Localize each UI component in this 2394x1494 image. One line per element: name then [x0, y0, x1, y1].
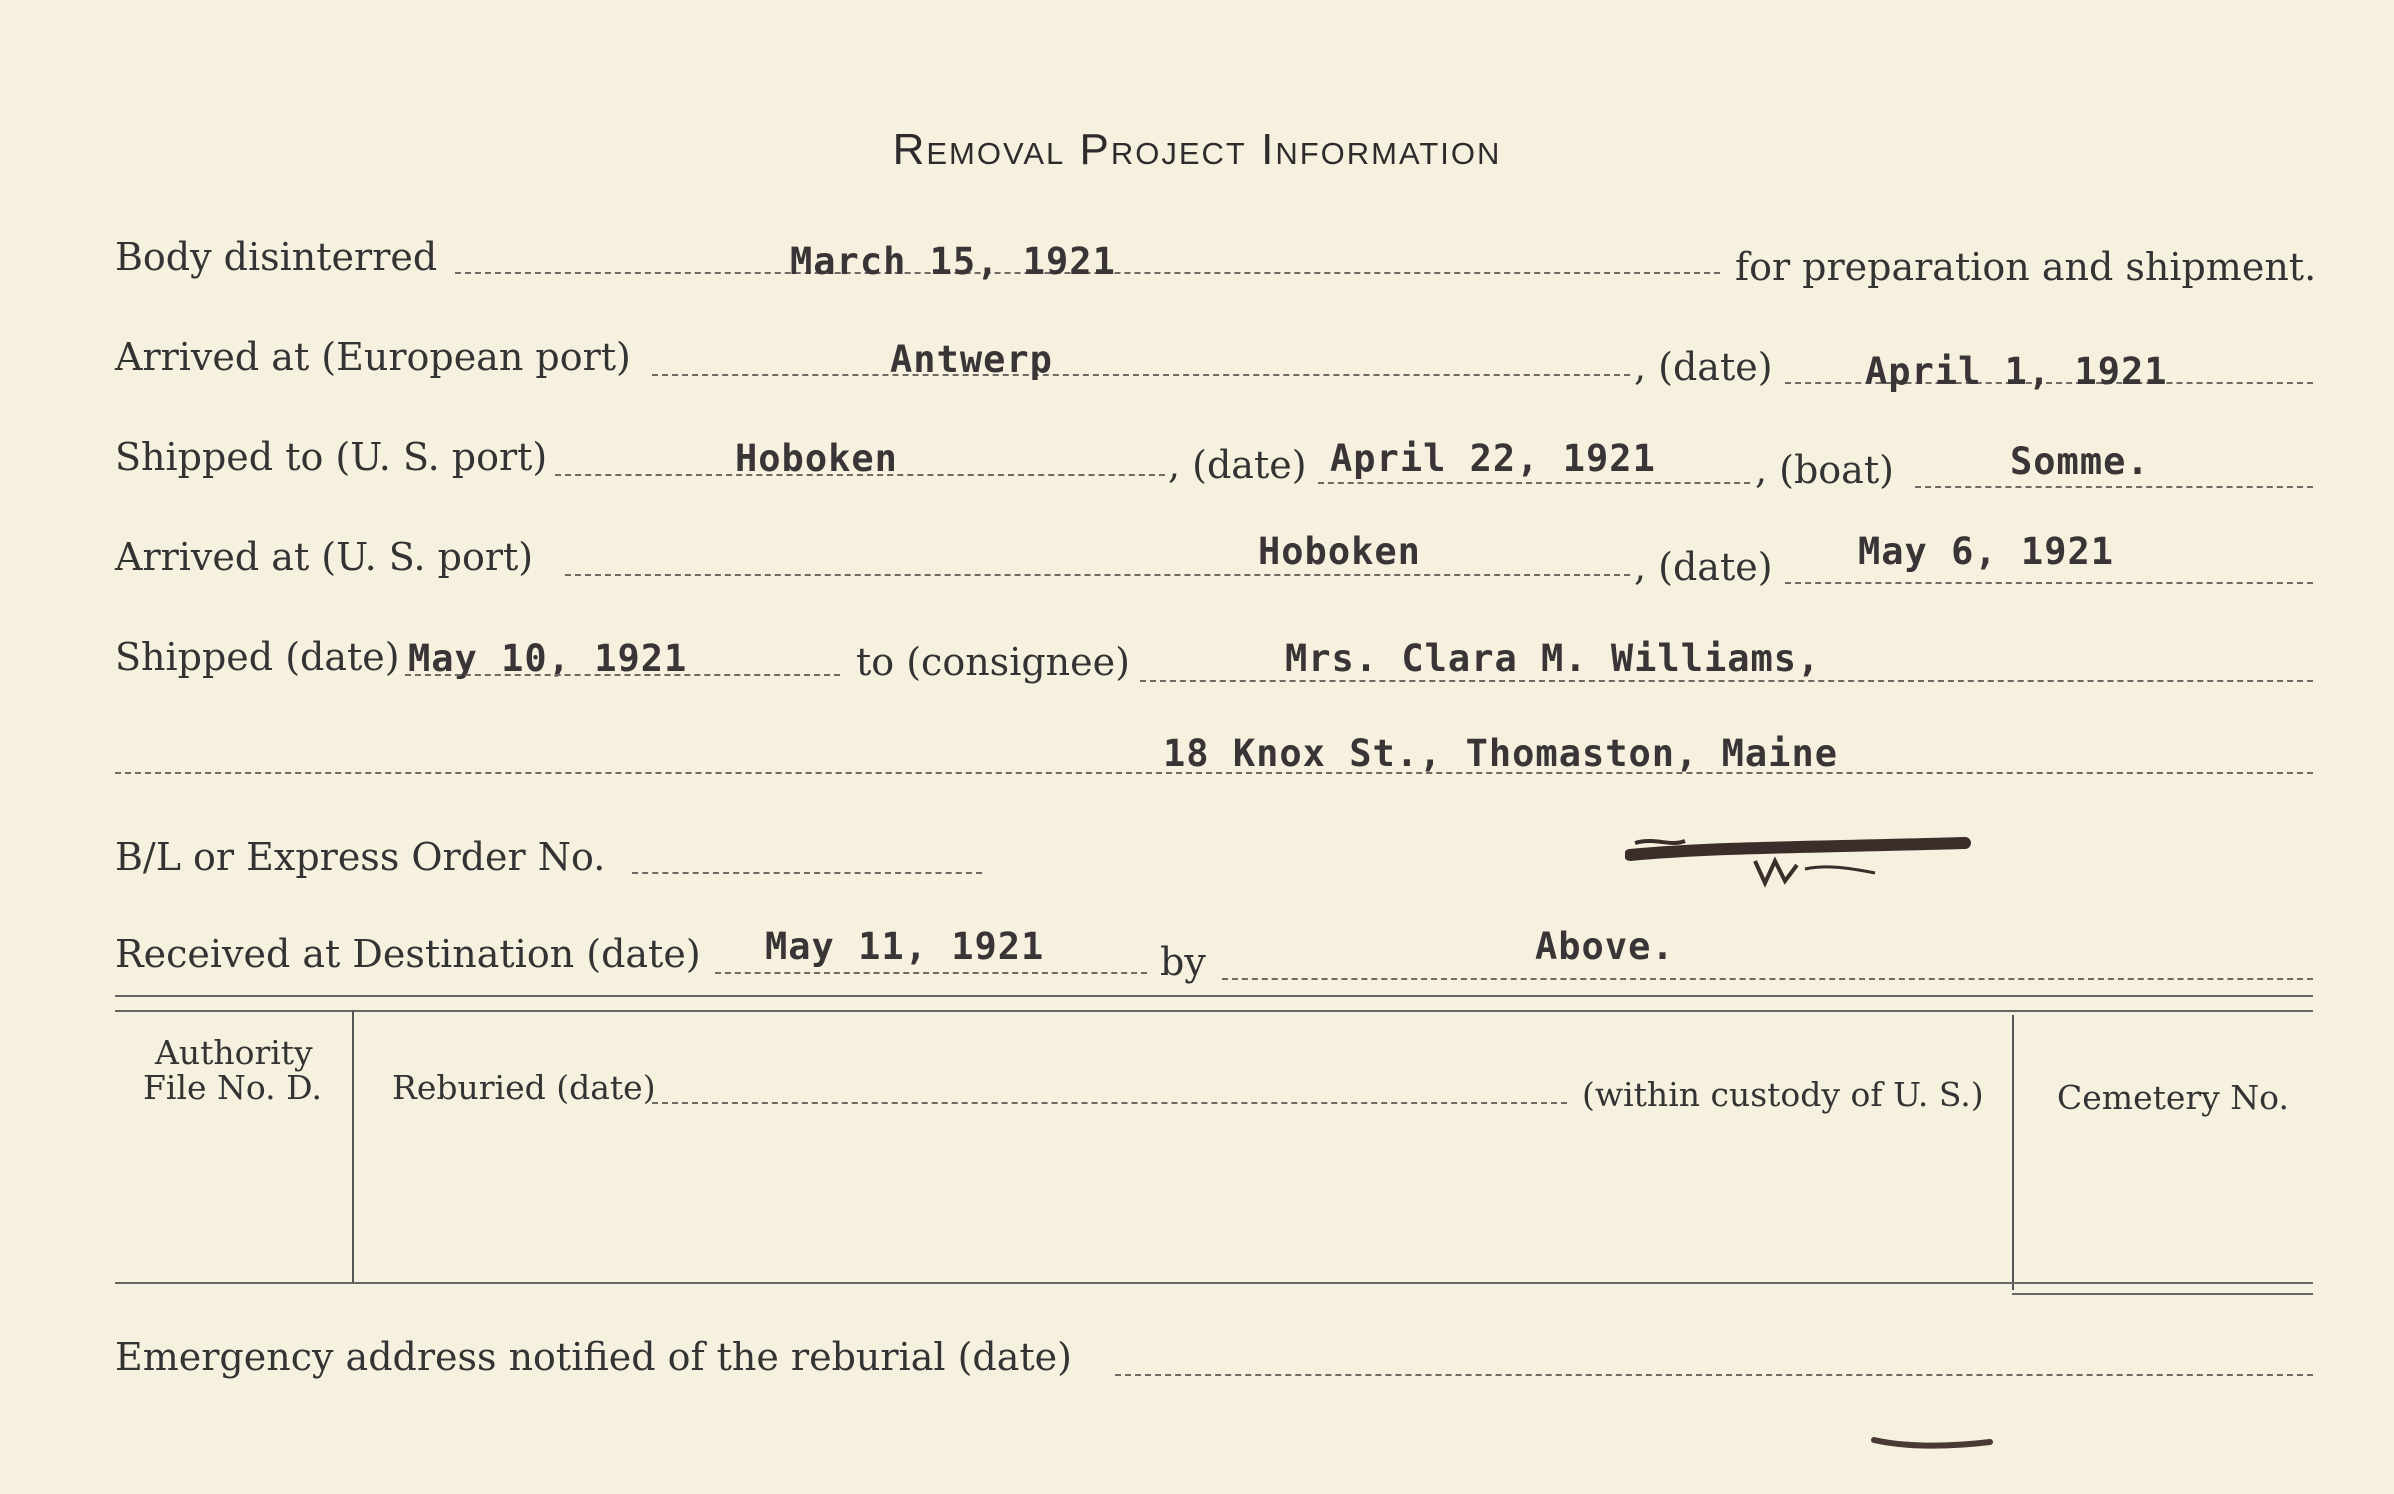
arrived-us-value: Hoboken — [1258, 530, 1421, 573]
body-disinterred-value: March 15, 1921 — [790, 240, 1116, 283]
reburied-line — [652, 1102, 1567, 1104]
table-divider-left — [352, 1010, 354, 1282]
received-by-value: Above. — [1535, 925, 1675, 968]
bl-order-line — [632, 872, 982, 874]
page-title: Removal Project Information — [892, 125, 1502, 174]
shipped-date-label: Shipped (date) — [115, 635, 400, 679]
consignee-label: to (consignee) — [856, 640, 1130, 684]
table-divider-right — [2012, 1015, 2014, 1290]
arrived-european-date-label: , (date) — [1634, 345, 1773, 389]
address-value: 18 Knox St., Thomaston, Maine — [1163, 732, 1839, 775]
arrived-european-label: Arrived at (European port) — [115, 335, 631, 379]
shipped-us-value: Hoboken — [735, 437, 898, 480]
cemetery-label: Cemetery No. — [2057, 1078, 2289, 1117]
shipped-date-value: May 10, 1921 — [408, 637, 688, 680]
preparation-suffix: for preparation and shipment. — [1735, 245, 2317, 289]
table-top-rule — [115, 995, 2313, 997]
body-disinterred-label: Body disinterred — [115, 235, 438, 279]
file-no-label: File No. D. — [143, 1068, 322, 1107]
custody-label: (within custody of U. S.) — [1582, 1075, 1984, 1114]
shipped-us-boat-value: Somme. — [2010, 440, 2150, 483]
arrived-us-date-value: May 6, 1921 — [1858, 530, 2115, 573]
bl-order-label: B/L or Express Order No. — [115, 835, 606, 879]
arrived-us-date-label: , (date) — [1634, 545, 1773, 589]
table-top-rule-2 — [115, 1010, 2313, 1012]
shipped-us-date-value: April 22, 1921 — [1330, 437, 1656, 480]
received-by-line — [1222, 978, 2313, 980]
table-bottom-rule — [115, 1282, 2313, 1284]
arrived-us-line — [565, 574, 1630, 576]
authority-label: Authority — [155, 1033, 313, 1072]
signature-mark — [1625, 825, 1985, 895]
arrived-european-value: Antwerp — [890, 338, 1053, 381]
reburied-label: Reburied (date) — [392, 1068, 656, 1107]
received-line — [715, 972, 1147, 974]
received-label: Received at Destination (date) — [115, 932, 701, 976]
shipped-date-line — [405, 674, 840, 676]
shipped-us-boat-label: , (boat) — [1755, 448, 1894, 492]
arrived-us-label: Arrived at (U. S. port) — [115, 535, 534, 579]
emergency-line — [1115, 1374, 2313, 1376]
consignee-value: Mrs. Clara M. Williams, — [1285, 637, 1821, 680]
shipped-us-date-label: , (date) — [1168, 443, 1307, 487]
arrived-european-line — [652, 374, 1630, 376]
shipped-us-date-line — [1318, 482, 1750, 484]
ink-smudge — [1870, 1430, 2000, 1454]
shipped-us-label: Shipped to (U. S. port) — [115, 435, 548, 479]
received-by-label: by — [1160, 940, 1206, 984]
emergency-label: Emergency address notified of the reburial (date) — [115, 1335, 1072, 1379]
shipped-us-boat-line — [1915, 486, 2313, 488]
table-bottom-rule-right — [2012, 1293, 2313, 1295]
received-value: May 11, 1921 — [765, 925, 1045, 968]
arrived-european-date-value: April 1, 1921 — [1865, 350, 2168, 393]
consignee-line — [1140, 680, 2313, 682]
arrived-us-date-line — [1785, 582, 2313, 584]
